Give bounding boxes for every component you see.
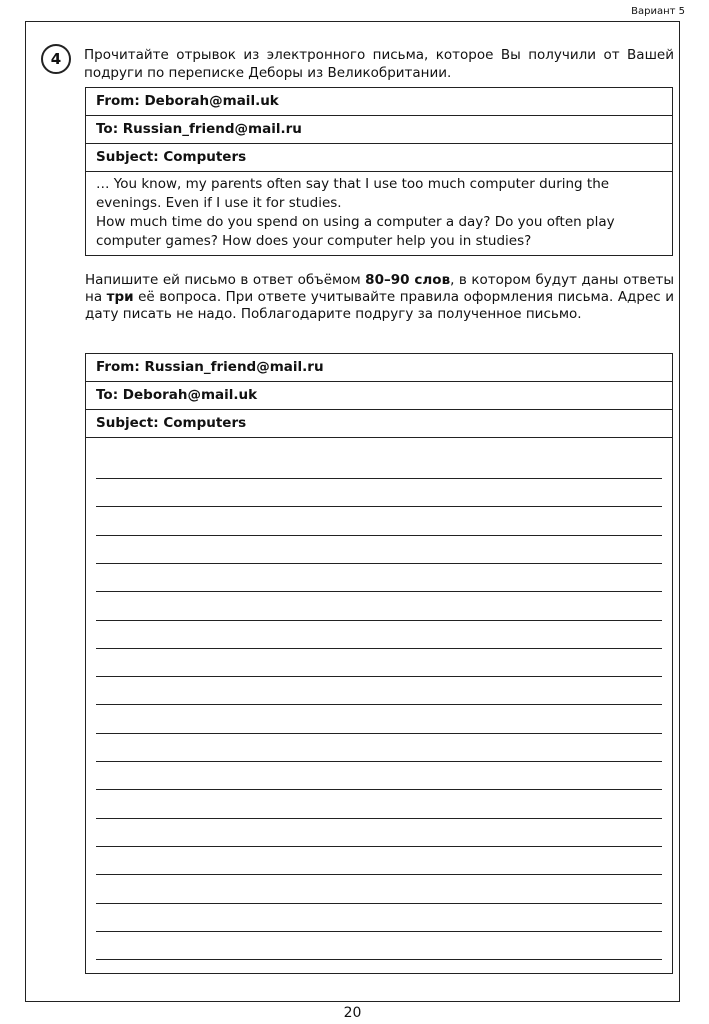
- variant-label: Вариант 5: [631, 6, 685, 17]
- writing-line[interactable]: [96, 704, 662, 705]
- incoming-from: From: Deborah@mail.uk: [86, 88, 672, 116]
- writing-line[interactable]: [96, 903, 662, 904]
- writing-line[interactable]: [96, 874, 662, 875]
- writing-line[interactable]: [96, 761, 662, 762]
- task-instructions: [85, 272, 674, 323]
- writing-line[interactable]: [96, 789, 662, 790]
- three-emphasis: три: [106, 289, 134, 305]
- reply-to: To: Deborah@mail.uk: [86, 382, 672, 410]
- writing-line[interactable]: [96, 931, 662, 932]
- instructions-part-1: Напишите ей письмо в ответ объёмом: [85, 272, 366, 288]
- task-intro: Прочитайте отрывок из электронного письма, которое Вы получили от Вашей подруги по переписке Деборы из Великобритании.: [84, 47, 674, 81]
- instructions-part-3: её вопроса. При ответе учитывайте правила оформления письма. Адрес и дату писать не надо. Поблагодарите подругу за полученное письмо.: [85, 289, 674, 322]
- writing-line[interactable]: [96, 591, 662, 592]
- task-number-badge: 4: [41, 44, 71, 74]
- reply-from: From: Russian_friend@mail.ru: [86, 354, 672, 382]
- page-number: 20: [343, 1005, 362, 1021]
- incoming-email-box: [85, 87, 673, 256]
- instructions-part-2: , в котором будут даны ответы на: [85, 272, 674, 305]
- incoming-body-paragraph-1: … You know, my parents often say that I use too much computer during the evenings. Even if I use it for studies.: [96, 176, 610, 211]
- reply-subject: Subject: Computers: [86, 410, 672, 438]
- writing-line[interactable]: [96, 676, 662, 677]
- incoming-body: [86, 172, 672, 255]
- writing-line[interactable]: [96, 733, 662, 734]
- incoming-to: To: Russian_friend@mail.ru: [86, 116, 672, 144]
- writing-line[interactable]: [96, 648, 662, 649]
- writing-line[interactable]: [96, 478, 662, 479]
- writing-line[interactable]: [96, 818, 662, 819]
- writing-line[interactable]: [96, 846, 662, 847]
- writing-line[interactable]: [96, 620, 662, 621]
- writing-line[interactable]: [96, 506, 662, 507]
- writing-line[interactable]: [96, 959, 662, 960]
- writing-line[interactable]: [96, 563, 662, 564]
- page-frame: [25, 21, 680, 1021]
- writing-line[interactable]: [96, 535, 662, 536]
- incoming-body-paragraph-2: How much time do you spend on using a computer a day? Do you often play computer games? How does your computer help you in studies?: [96, 214, 615, 249]
- reply-email-box: [85, 353, 673, 974]
- word-count-emphasis: 80–90 слов: [365, 272, 451, 288]
- incoming-subject: Subject: Computers: [86, 144, 672, 172]
